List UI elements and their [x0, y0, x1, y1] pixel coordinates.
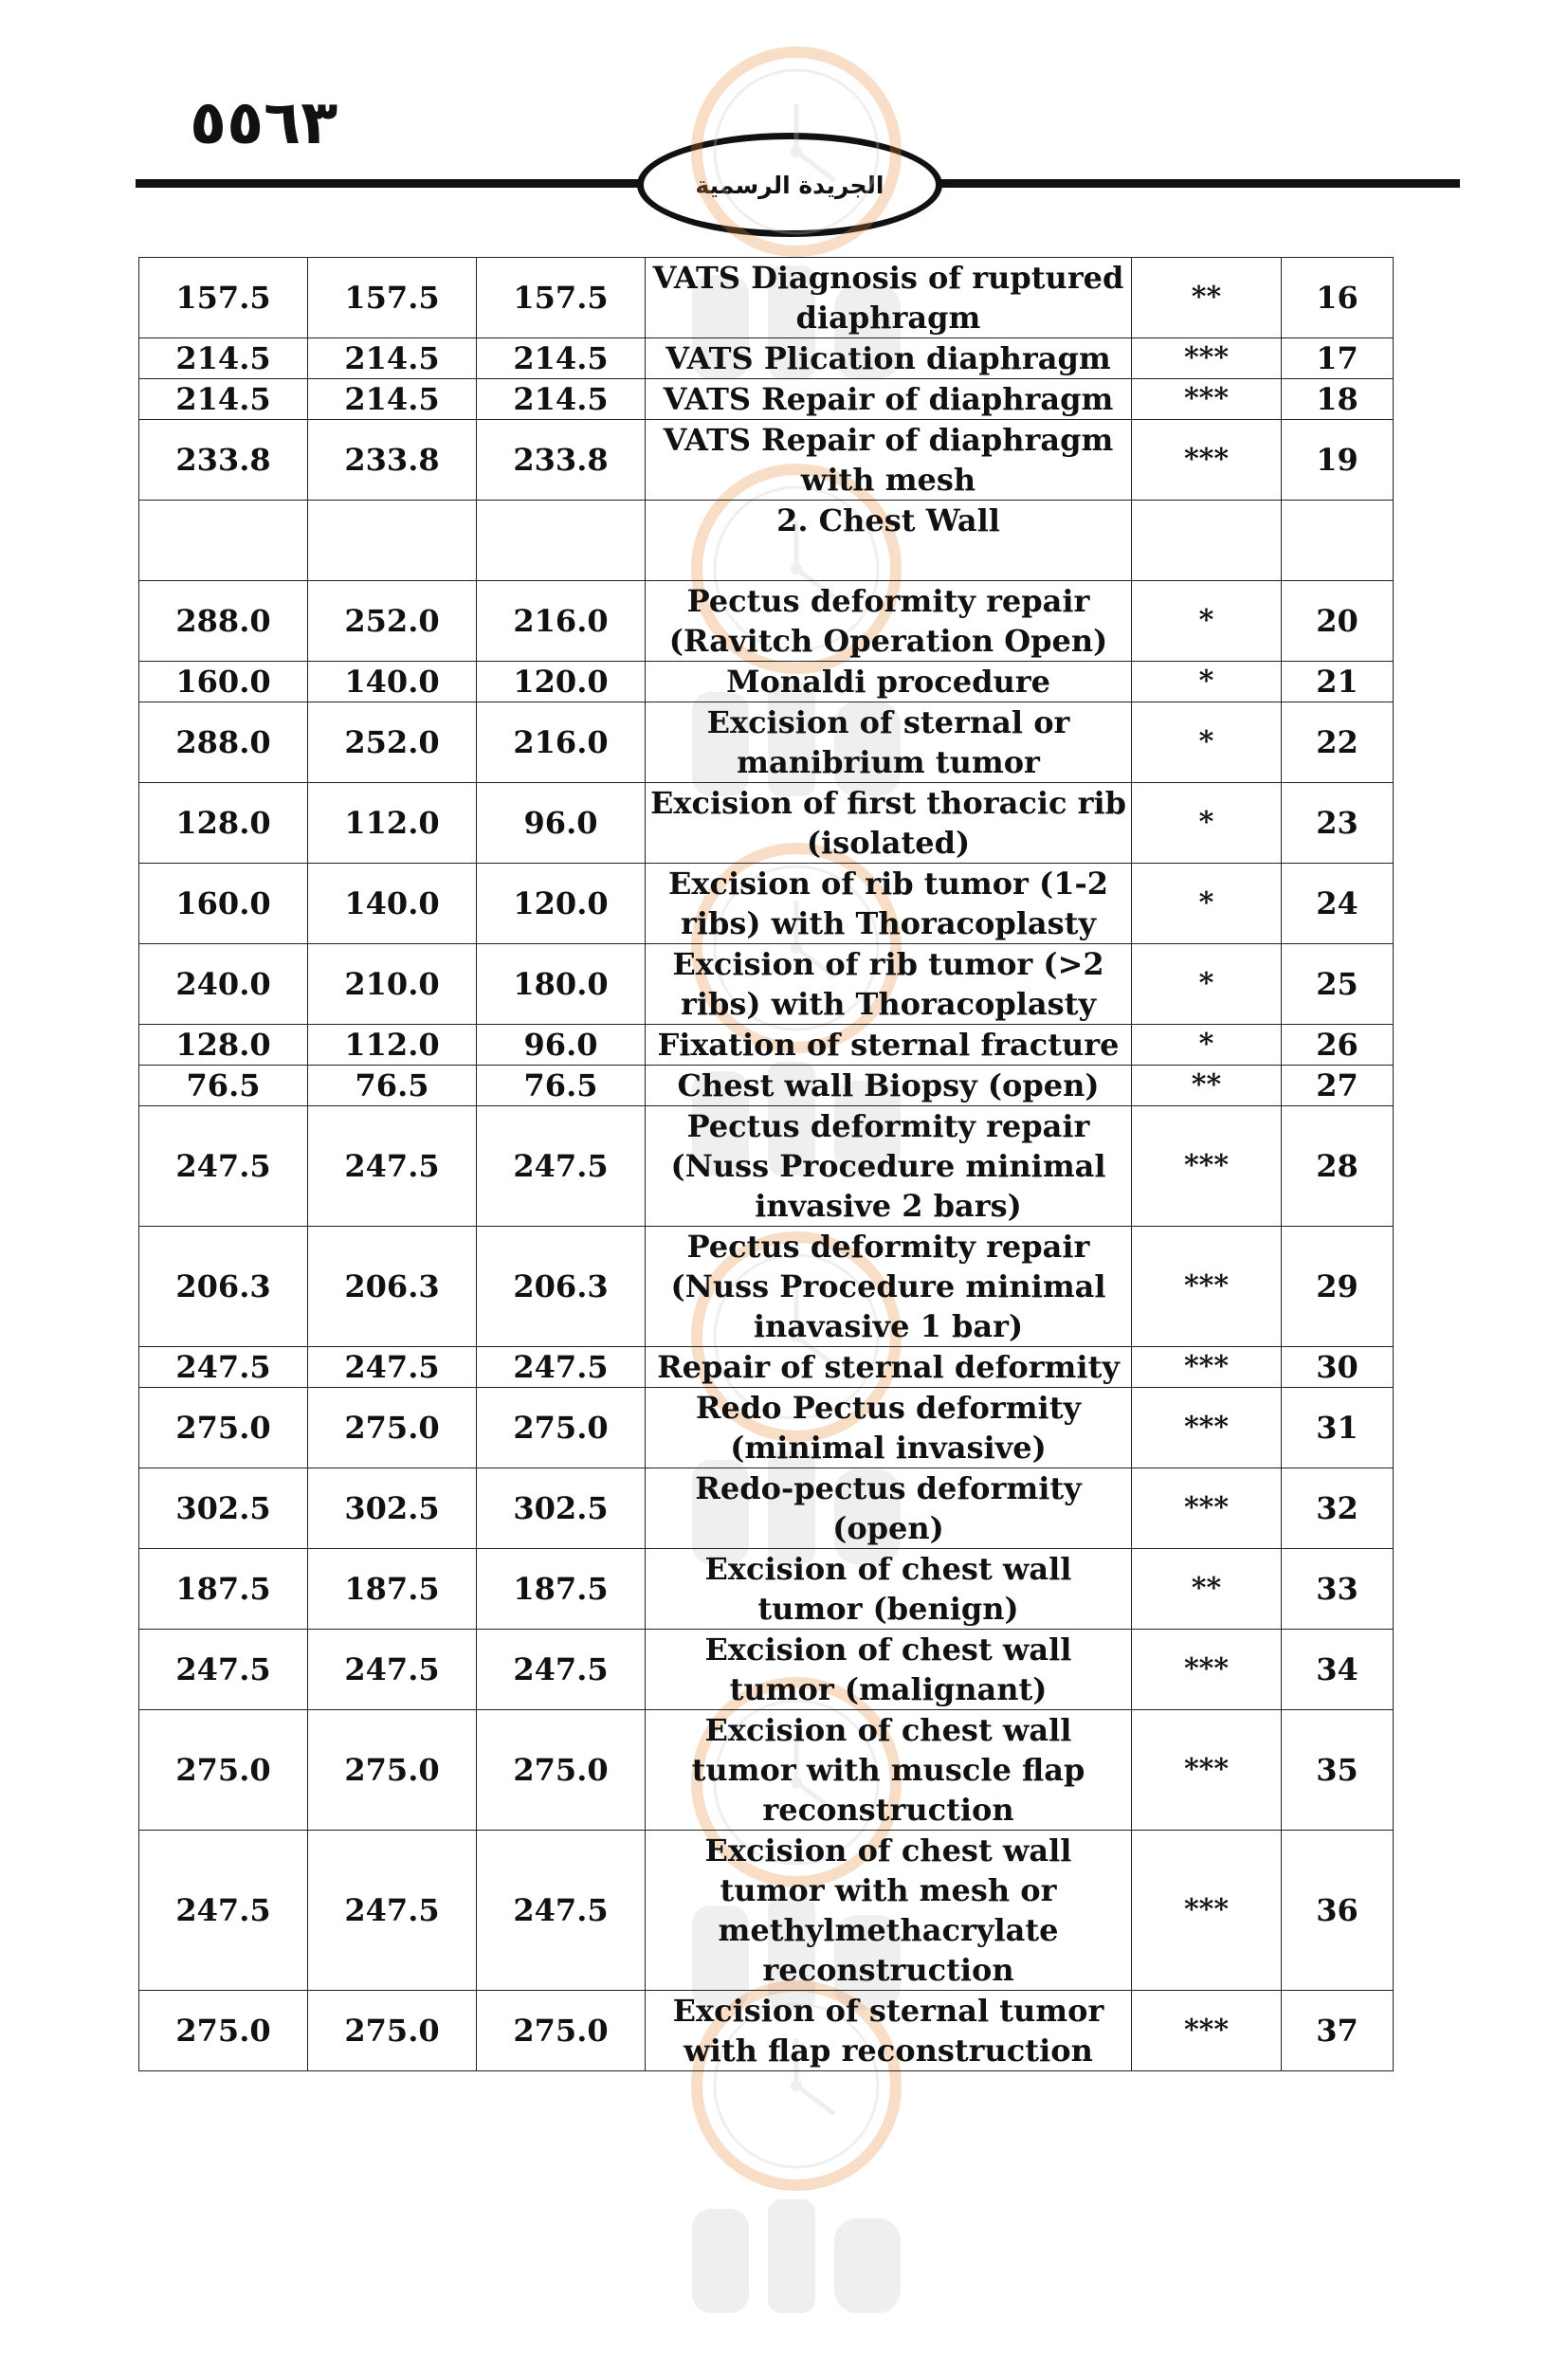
fee-cell-b: 247.5	[308, 1831, 477, 1991]
fee-cell-b: 302.5	[308, 1468, 477, 1549]
complexity-class: ***	[1132, 1991, 1282, 2071]
table-row	[139, 1710, 1394, 1831]
procedure-description: Repair of sternal deformity	[646, 1347, 1132, 1388]
fee-cell-a: 247.5	[477, 1831, 646, 1991]
fee-cell-a: 96.0	[477, 783, 646, 864]
fee-cell-c: 157.5	[139, 258, 308, 338]
fee-cell-c: 247.5	[139, 1106, 308, 1227]
table-row	[139, 1468, 1394, 1549]
row-number: 18	[1282, 379, 1394, 420]
row-number: 26	[1282, 1025, 1394, 1066]
fee-cell-b: 214.5	[308, 338, 477, 379]
fee-cell-b: 247.5	[308, 1347, 477, 1388]
fee-cell-b: 187.5	[308, 1549, 477, 1630]
complexity-class: ***	[1132, 1388, 1282, 1468]
table-row	[139, 338, 1394, 379]
fee-cell-a: 247.5	[477, 1106, 646, 1227]
fee-cell-c: 288.0	[139, 702, 308, 783]
fee-cell-b: 275.0	[308, 1388, 477, 1468]
fee-cell-a: 187.5	[477, 1549, 646, 1630]
fee-cell-b	[308, 501, 477, 581]
fee-cell-a: 157.5	[477, 258, 646, 338]
fee-cell-c: 288.0	[139, 581, 308, 662]
fee-cell-c: 275.0	[139, 1710, 308, 1831]
procedure-description: Excision of chest wall tumor (malignant)	[646, 1630, 1132, 1710]
table-row	[139, 1066, 1394, 1106]
fee-cell-a: 76.5	[477, 1066, 646, 1106]
fee-cell-b: 252.0	[308, 702, 477, 783]
fee-cell-b: 214.5	[308, 379, 477, 420]
complexity-class	[1132, 501, 1282, 581]
complexity-class: ***	[1132, 420, 1282, 501]
complexity-class: **	[1132, 258, 1282, 338]
fee-cell-a: 275.0	[477, 1991, 646, 2071]
fee-cell-b: 206.3	[308, 1227, 477, 1347]
table-row	[139, 1347, 1394, 1388]
fee-cell-c: 247.5	[139, 1630, 308, 1710]
fee-cell-a: 233.8	[477, 420, 646, 501]
row-number: 37	[1282, 1991, 1394, 2071]
table-row	[139, 662, 1394, 702]
complexity-class: *	[1132, 944, 1282, 1025]
row-number: 20	[1282, 581, 1394, 662]
fee-table	[138, 257, 1394, 2071]
fee-cell-a: 275.0	[477, 1388, 646, 1468]
table-row	[139, 379, 1394, 420]
fee-cell-c: 275.0	[139, 1388, 308, 1468]
complexity-class: **	[1132, 1549, 1282, 1630]
procedure-description: Monaldi procedure	[646, 662, 1132, 702]
fee-cell-c: 128.0	[139, 783, 308, 864]
fee-cell-a: 216.0	[477, 702, 646, 783]
table-row	[139, 702, 1394, 783]
table-row	[139, 1227, 1394, 1347]
complexity-class: *	[1132, 581, 1282, 662]
fee-cell-b: 233.8	[308, 420, 477, 501]
complexity-class: ***	[1132, 1468, 1282, 1549]
table-row	[139, 1025, 1394, 1066]
fee-cell-c: 76.5	[139, 1066, 308, 1106]
fee-cell-b: 247.5	[308, 1630, 477, 1710]
procedure-description: VATS Repair of diaphragm with mesh	[646, 420, 1132, 501]
row-number: 34	[1282, 1630, 1394, 1710]
row-number: 31	[1282, 1388, 1394, 1468]
procedure-description: Excision of sternal tumor with flap reconstruction	[646, 1991, 1132, 2071]
fee-cell-c: 160.0	[139, 864, 308, 944]
complexity-class: *	[1132, 1025, 1282, 1066]
fee-cell-c: 275.0	[139, 1991, 308, 2071]
complexity-class: ***	[1132, 379, 1282, 420]
fee-cell-a: 96.0	[477, 1025, 646, 1066]
procedure-description: Excision of chest wall tumor (benign)	[646, 1549, 1132, 1630]
procedure-description: Pectus deformity repair (Nuss Procedure minimal invasive 2 bars)	[646, 1106, 1132, 1227]
row-number: 23	[1282, 783, 1394, 864]
row-number: 35	[1282, 1710, 1394, 1831]
fee-cell-a: 206.3	[477, 1227, 646, 1347]
table-row	[139, 1106, 1394, 1227]
fee-cell-b: 112.0	[308, 783, 477, 864]
fee-cell-a: 120.0	[477, 864, 646, 944]
complexity-class: ***	[1132, 1106, 1282, 1227]
header-emblem	[637, 133, 942, 237]
table-row	[139, 501, 1394, 581]
row-number: 36	[1282, 1831, 1394, 1991]
table-row	[139, 258, 1394, 338]
procedure-description: Redo Pectus deformity (minimal invasive)	[646, 1388, 1132, 1468]
row-number: 27	[1282, 1066, 1394, 1106]
procedure-description: Excision of chest wall tumor with mesh or methylmethacrylate reconstruction	[646, 1831, 1132, 1991]
procedure-description: VATS Repair of diaphragm	[646, 379, 1132, 420]
fee-table-body	[139, 258, 1394, 2071]
fee-cell-b: 112.0	[308, 1025, 477, 1066]
fee-cell-a: 214.5	[477, 379, 646, 420]
procedure-description: 2. Chest Wall	[646, 501, 1132, 581]
table-row	[139, 1630, 1394, 1710]
fee-cell-b: 275.0	[308, 1710, 477, 1831]
row-number: 30	[1282, 1347, 1394, 1388]
page-number: ٥٥٦٣	[190, 88, 338, 158]
complexity-class: **	[1132, 1066, 1282, 1106]
fee-cell-b: 210.0	[308, 944, 477, 1025]
row-number: 22	[1282, 702, 1394, 783]
table-row	[139, 944, 1394, 1025]
fee-cell-b: 275.0	[308, 1991, 477, 2071]
complexity-class: ***	[1132, 1831, 1282, 1991]
row-number: 19	[1282, 420, 1394, 501]
complexity-class: ***	[1132, 1347, 1282, 1388]
fee-cell-c: 240.0	[139, 944, 308, 1025]
table-row	[139, 1991, 1394, 2071]
fee-cell-a	[477, 501, 646, 581]
table-row	[139, 420, 1394, 501]
fee-cell-a: 216.0	[477, 581, 646, 662]
fee-cell-a: 180.0	[477, 944, 646, 1025]
fee-cell-a: 247.5	[477, 1347, 646, 1388]
fee-cell-a: 247.5	[477, 1630, 646, 1710]
procedure-description: Excision of chest wall tumor with muscle flap reconstruction	[646, 1710, 1132, 1831]
procedure-description: Excision of rib tumor (>2 ribs) with Thoracoplasty	[646, 944, 1132, 1025]
procedure-description: Redo-pectus deformity (open)	[646, 1468, 1132, 1549]
procedure-description: Chest wall Biopsy (open)	[646, 1066, 1132, 1106]
fee-cell-b: 76.5	[308, 1066, 477, 1106]
complexity-class: ***	[1132, 1710, 1282, 1831]
procedure-description: VATS Plication diaphragm	[646, 338, 1132, 379]
fee-cell-c: 247.5	[139, 1347, 308, 1388]
fee-cell-c: 233.8	[139, 420, 308, 501]
fee-cell-a: 214.5	[477, 338, 646, 379]
fee-cell-c: 187.5	[139, 1549, 308, 1630]
table-row	[139, 783, 1394, 864]
table-row	[139, 1388, 1394, 1468]
fee-cell-c	[139, 501, 308, 581]
fee-cell-c: 128.0	[139, 1025, 308, 1066]
row-number: 17	[1282, 338, 1394, 379]
procedure-description: Excision of first thoracic rib (isolated)	[646, 783, 1132, 864]
fee-cell-b: 140.0	[308, 864, 477, 944]
fee-cell-a: 302.5	[477, 1468, 646, 1549]
complexity-class: *	[1132, 702, 1282, 783]
complexity-class: ***	[1132, 338, 1282, 379]
table-row	[139, 581, 1394, 662]
fee-cell-a: 275.0	[477, 1710, 646, 1831]
procedure-description: Excision of rib tumor (1-2 ribs) with Thoracoplasty	[646, 864, 1132, 944]
table-row	[139, 1549, 1394, 1630]
row-number: 33	[1282, 1549, 1394, 1630]
fee-cell-c: 247.5	[139, 1831, 308, 1991]
fee-cell-b: 252.0	[308, 581, 477, 662]
row-number	[1282, 501, 1394, 581]
table-row	[139, 864, 1394, 944]
fee-cell-c: 206.3	[139, 1227, 308, 1347]
complexity-class: *	[1132, 864, 1282, 944]
procedure-description: Pectus deformity repair (Nuss Procedure minimal inavasive 1 bar)	[646, 1227, 1132, 1347]
row-number: 28	[1282, 1106, 1394, 1227]
fee-cell-b: 247.5	[308, 1106, 477, 1227]
complexity-class: ***	[1132, 1227, 1282, 1347]
fee-cell-c: 214.5	[139, 338, 308, 379]
procedure-description: VATS Diagnosis of ruptured diaphragm	[646, 258, 1132, 338]
row-number: 16	[1282, 258, 1394, 338]
complexity-class: *	[1132, 662, 1282, 702]
fee-cell-c: 302.5	[139, 1468, 308, 1549]
procedure-description: Excision of sternal or manibrium tumor	[646, 702, 1132, 783]
complexity-class: ***	[1132, 1630, 1282, 1710]
fee-cell-b: 140.0	[308, 662, 477, 702]
complexity-class: *	[1132, 783, 1282, 864]
fee-cell-a: 120.0	[477, 662, 646, 702]
fee-cell-c: 160.0	[139, 662, 308, 702]
row-number: 32	[1282, 1468, 1394, 1549]
fee-cell-c: 214.5	[139, 379, 308, 420]
row-number: 24	[1282, 864, 1394, 944]
procedure-description: Pectus deformity repair (Ravitch Operation Open)	[646, 581, 1132, 662]
procedure-description: Fixation of sternal fracture	[646, 1025, 1132, 1066]
row-number: 21	[1282, 662, 1394, 702]
fee-cell-b: 157.5	[308, 258, 477, 338]
row-number: 25	[1282, 944, 1394, 1025]
gazette-title: الجريدة الرسمية	[695, 171, 884, 199]
row-number: 29	[1282, 1227, 1394, 1347]
table-row	[139, 1831, 1394, 1991]
